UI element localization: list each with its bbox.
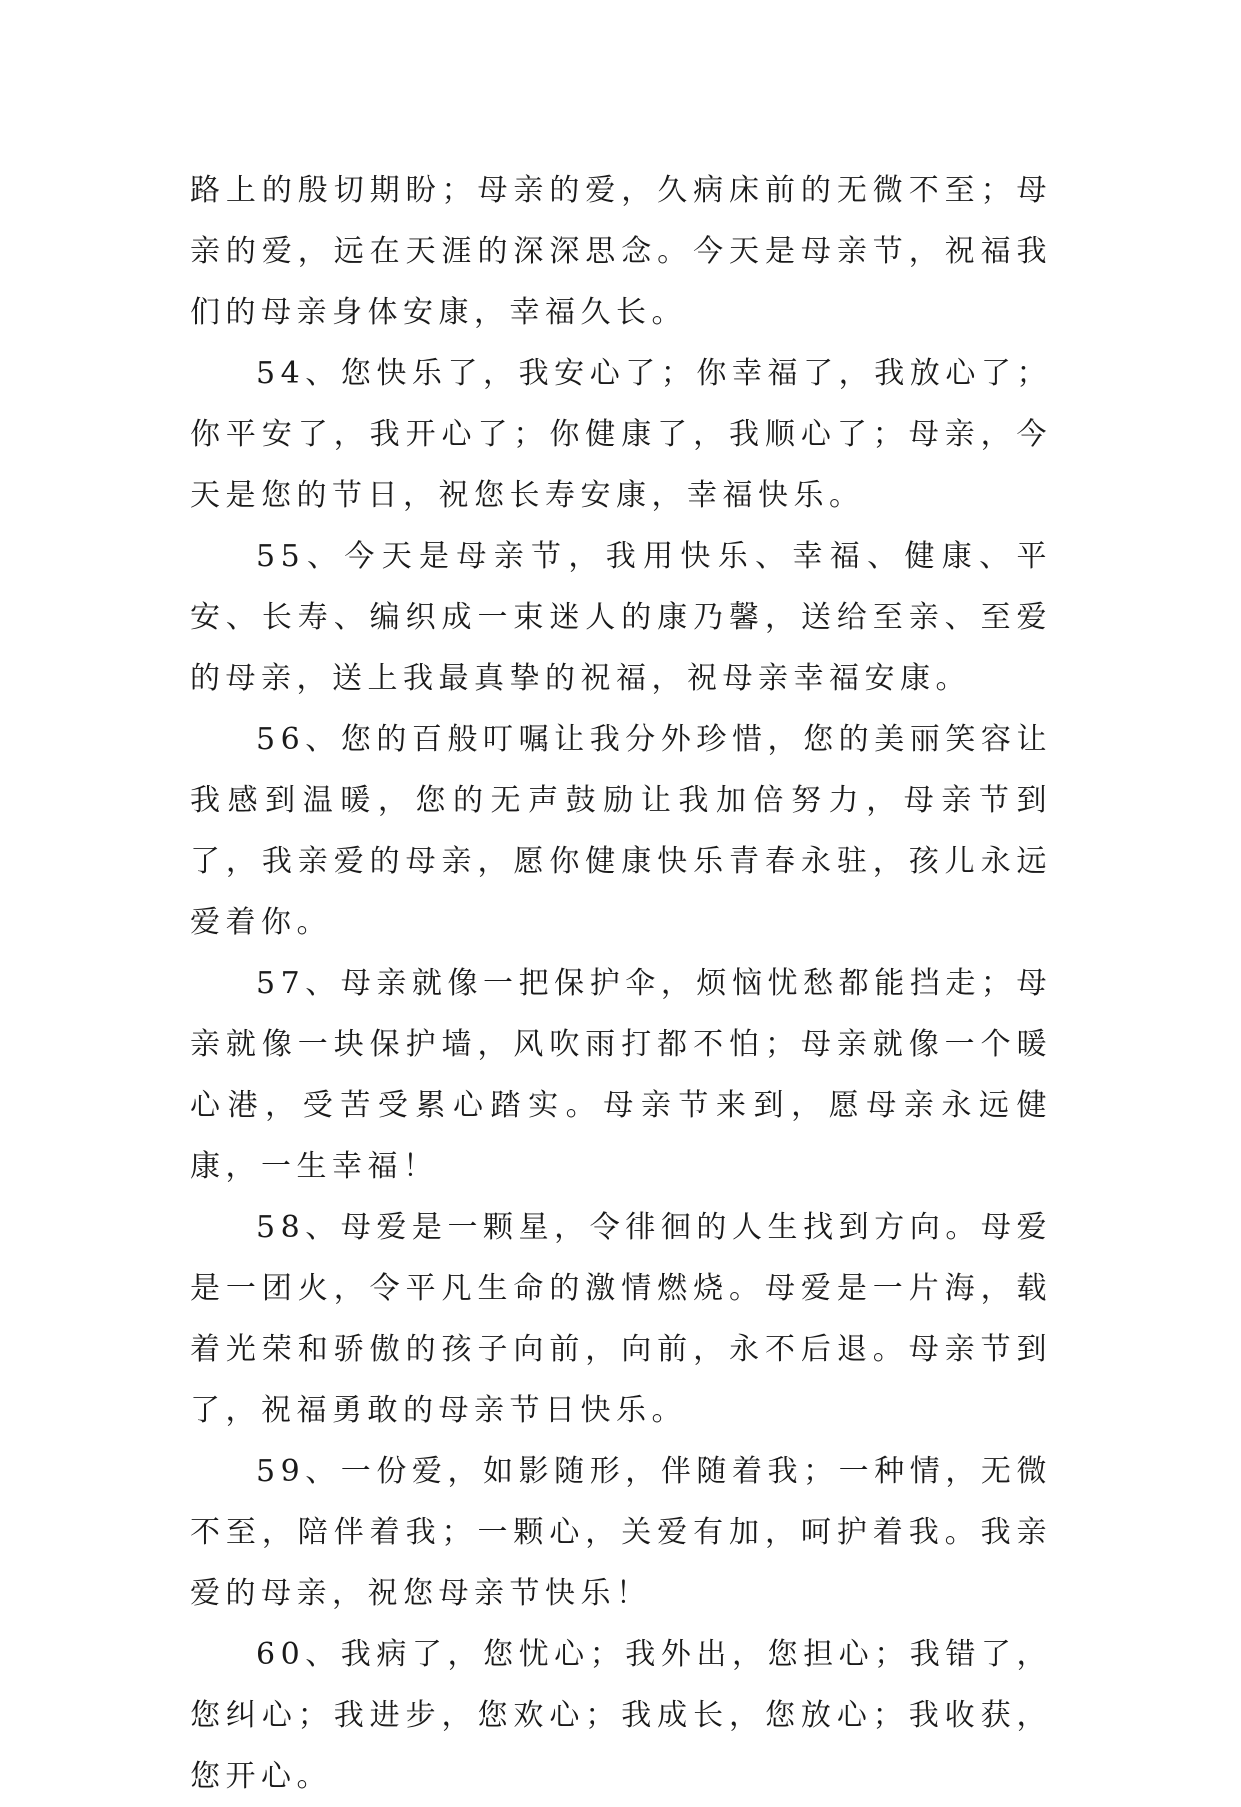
document-body — [190, 160, 1052, 1807]
paragraph-58: 58、母爱是一颗星，令徘徊的人生找到方向。母爱是一团火，令平凡生命的激情燃烧。母爱是一片海，载着光荣和骄傲的孩子向前，向前，永不后退。母亲节到了，祝福勇敢的母亲节日快乐。 — [190, 1210, 1052, 1428]
paragraph-60: 60、我病了，您忧心；我外出，您担心；我错了，您纠心；我进步，您欢心；我成长，您放心；我收获，您开心。 — [190, 1637, 1052, 1794]
paragraph-54: 54、您快乐了，我安心了；你幸福了，我放心了；你平安了，我开心了；你健康了，我顺心了；母亲，今天是您的节日，祝您长寿安康，幸福快乐。 — [190, 356, 1052, 513]
paragraph-55: 55、今天是母亲节，我用快乐、幸福、健康、平安、长寿、编织成一束迷人的康乃馨，送给至亲、至爱的母亲，送上我最真挚的祝福，祝母亲幸福安康。 — [190, 539, 1052, 696]
paragraph-continued: 路上的殷切期盼；母亲的爱，久病床前的无微不至；母亲的爱，远在天涯的深深思念。今天是母亲节，祝福我们的母亲身体安康，幸福久长。 — [190, 173, 1052, 330]
paragraph-59: 59、一份爱，如影随形，伴随着我；一种情，无微不至，陪伴着我；一颗心，关爱有加，呵护着我。我亲爱的母亲，祝您母亲节快乐！ — [190, 1454, 1052, 1611]
paragraph-56: 56、您的百般叮嘱让我分外珍惜，您的美丽笑容让我感到温暖，您的无声鼓励让我加倍努力，母亲节到了，我亲爱的母亲，愿你健康快乐青春永驻，孩儿永远爱着你。 — [190, 722, 1052, 940]
paragraph-57: 57、母亲就像一把保护伞，烦恼忧愁都能挡走；母亲就像一块保护墙，风吹雨打都不怕；母亲就像一个暖心港，受苦受累心踏实。母亲节来到，愿母亲永远健康，一生幸福！ — [190, 966, 1052, 1184]
